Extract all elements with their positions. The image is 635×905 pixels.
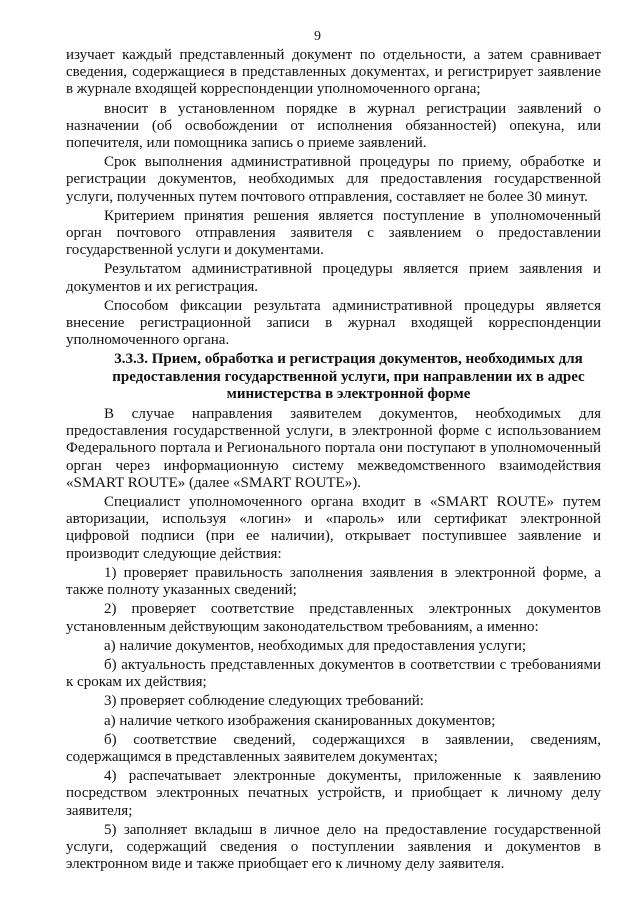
paragraph: изучает каждый представленный документ по отдельности, а затем сравнивает сведения, содержащиеся в представленных документах, и регистрирует заявление в журнале входящей корреспонденции уполномоченного органа; [66,47,601,98]
paragraph: вносит в установленном порядке в журнал регистрации заявлений о назначении (об освобождении от исполнения обязанностей) опекуна, или попечителя, или помощника запись о приеме заявлений. [66,100,601,152]
page-number: 9 [314,29,321,44]
list-item: б) актуальность представленных документов в соответствии с требованиями к срокам их действия; [66,656,601,691]
paragraph: Специалист уполномоченного органа входит в «SMART ROUTE» путем авторизации, используя «логин» и «пароль» или сертификат электронной цифровой подписи (при ее наличии), открывает поступившее заявление и производит следующие действия: [66,494,601,562]
paragraph: Результатом административной процедуры является прием заявления и документов и их регистрация. [66,261,601,295]
list-item: 3) проверяет соблюдение следующих требований: [104,693,424,710]
document-text [66,47,601,875]
paragraph: Способом фиксации результата административной процедуры является внесение регистрационной записи в журнал входящей корреспонденции уполномоченного органа. [66,297,601,349]
list-item: а) наличие документов, необходимых для предоставления услуги; [104,637,527,654]
list-item: 5) заполняет вкладыш в личное дело на предоставление государственной услуги, содержащий сведения о поступлении заявления и документов в электронном виде и также приобщает его к личному делу заявителя. [66,821,601,873]
list-item: 1) проверяет правильность заполнения заявления в электронной форме, а также полноту указанных сведений; [66,564,601,599]
paragraph: В случае направления заявителем документов, необходимых для предоставления государственной услуги, в электронной форме с использованием Федерального портала и Регионального портала они поступают в уполномоченный орган через информационную систему межведомственного взаимодействия «SMART ROUTE» (далее «SMART ROUTE»). [66,406,601,491]
section-heading: 3.3.3. Прием, обработка и регистрация документов, необходимых для предоставления государственной услуги, при направлении их в адрес министерства в электронной форме [112,351,585,402]
paragraph: Срок выполнения административной процедуры по приему, обработке и регистрации документов, необходимых для предоставления государственной услуги, полученных путем почтового отправления, составляет не более 30 минут. [66,154,601,205]
paragraph: Критерием принятия решения является поступление в уполномоченный орган почтового отправления заявителя с заявлением о предоставлении государственной услуги и документами. [66,207,601,259]
list-item: б) соответствие сведений, содержащихся в заявлении, сведениям, содержащимся в представленных заявителем документах; [66,731,601,765]
list-item: 4) распечатывает электронные документы, приложенные к заявлению посредством электронных печатных устройств, и приобщает к личному делу заявителя; [66,768,601,819]
list-item: 2) проверяет соответствие представленных электронных документов установленным действующим законодательством требованиям, а именно: [66,601,601,635]
list-item: а) наличие четкого изображения сканированных документов; [104,712,496,729]
